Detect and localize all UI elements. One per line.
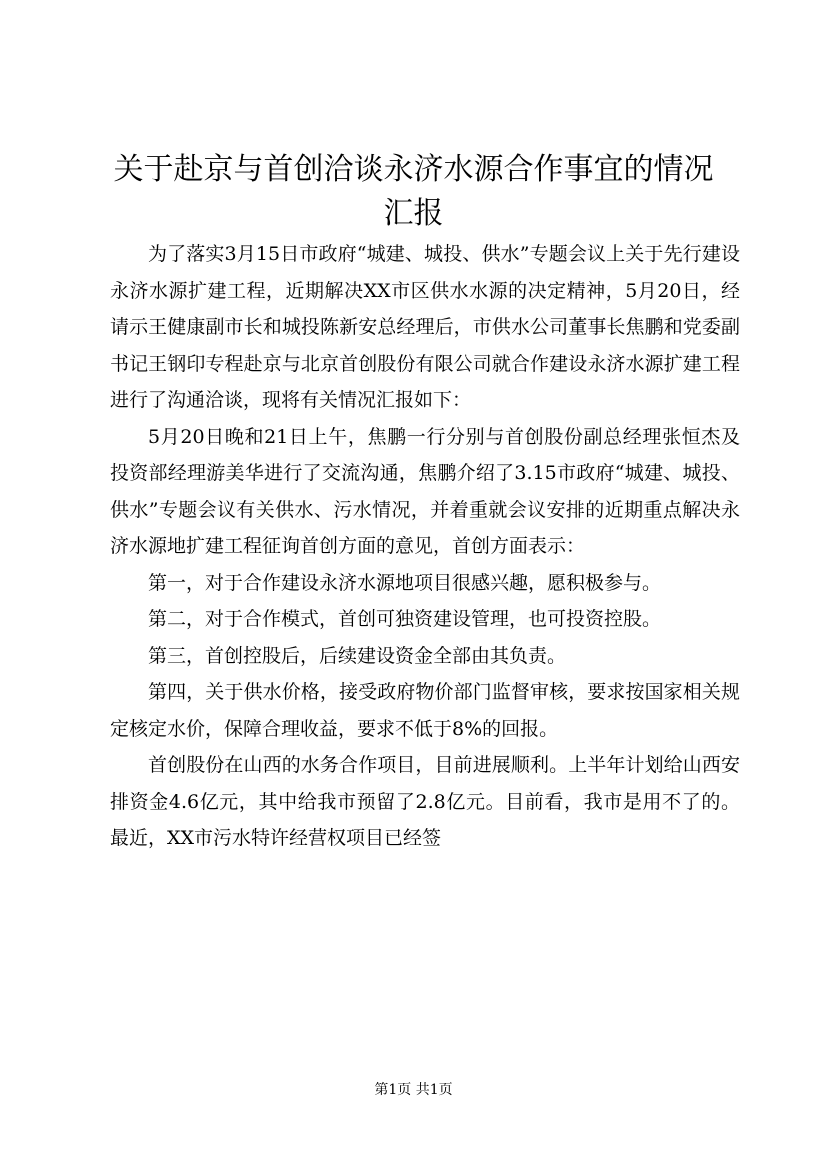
title-line-2: 汇报	[383, 196, 444, 231]
paragraph-meeting: 5月20日晚和21日上午，焦鹏一行分别与首创股份副总经理张恒杰及投资部经理游美华进行了交流沟通，焦鹏介绍了3.15市政府“城建、城投、供水”专题会议有关供水、污水情况，并着重就会议安排的近期重点解决永济水源地扩建工程征询首创方面的意见，首创方面表示：	[110, 425, 740, 557]
paragraph-intro: 为了落实3月15日市政府“城建、城投、供水”专题会议上关于先行建设永济水源扩建工程，近期解决XX市区供水水源的决定精神，5月20日，经请示王健康副市长和城投陈新安总经理后，市供水公司董事长焦鹏和党委副书记王钢印专程赴京与北京首创股份有限公司就合作建设永济水源扩建工程进行了沟通洽谈，现将有关情况汇报如下：	[110, 243, 740, 411]
paragraph-shanxi-projects: 首创股份在山西的水务合作项目，目前进展顺利。上半年计划给山西安排资金4.6亿元，其中给我市预留了2.8亿元。目前看，我市是用不了的。最近，XX市污水特许经营权项目已经签	[110, 754, 740, 849]
title-line-1: 关于赴京与首创洽谈永济水源合作事宜的情况	[113, 152, 714, 187]
document-title	[100, 148, 727, 236]
document-body	[110, 236, 740, 857]
paragraph-point-2: 第二，对于合作模式，首创可独资建设管理，也可投资控股。	[148, 608, 662, 630]
page-footer: 第1页 共1页	[374, 1082, 453, 1098]
paragraph-point-3: 第三，首创控股后，后续建设资金全部由其负责。	[148, 644, 567, 667]
paragraph-point-1: 第一，对于合作建设永济水源地项目很感兴趣，愿积极参与。	[148, 571, 662, 594]
paragraph-point-4: 第四，关于供水价格，接受政府物价部门监督审核，要求按国家相关规定核定水价，保障合理收益，要求不低于8%的回报。	[110, 681, 740, 740]
